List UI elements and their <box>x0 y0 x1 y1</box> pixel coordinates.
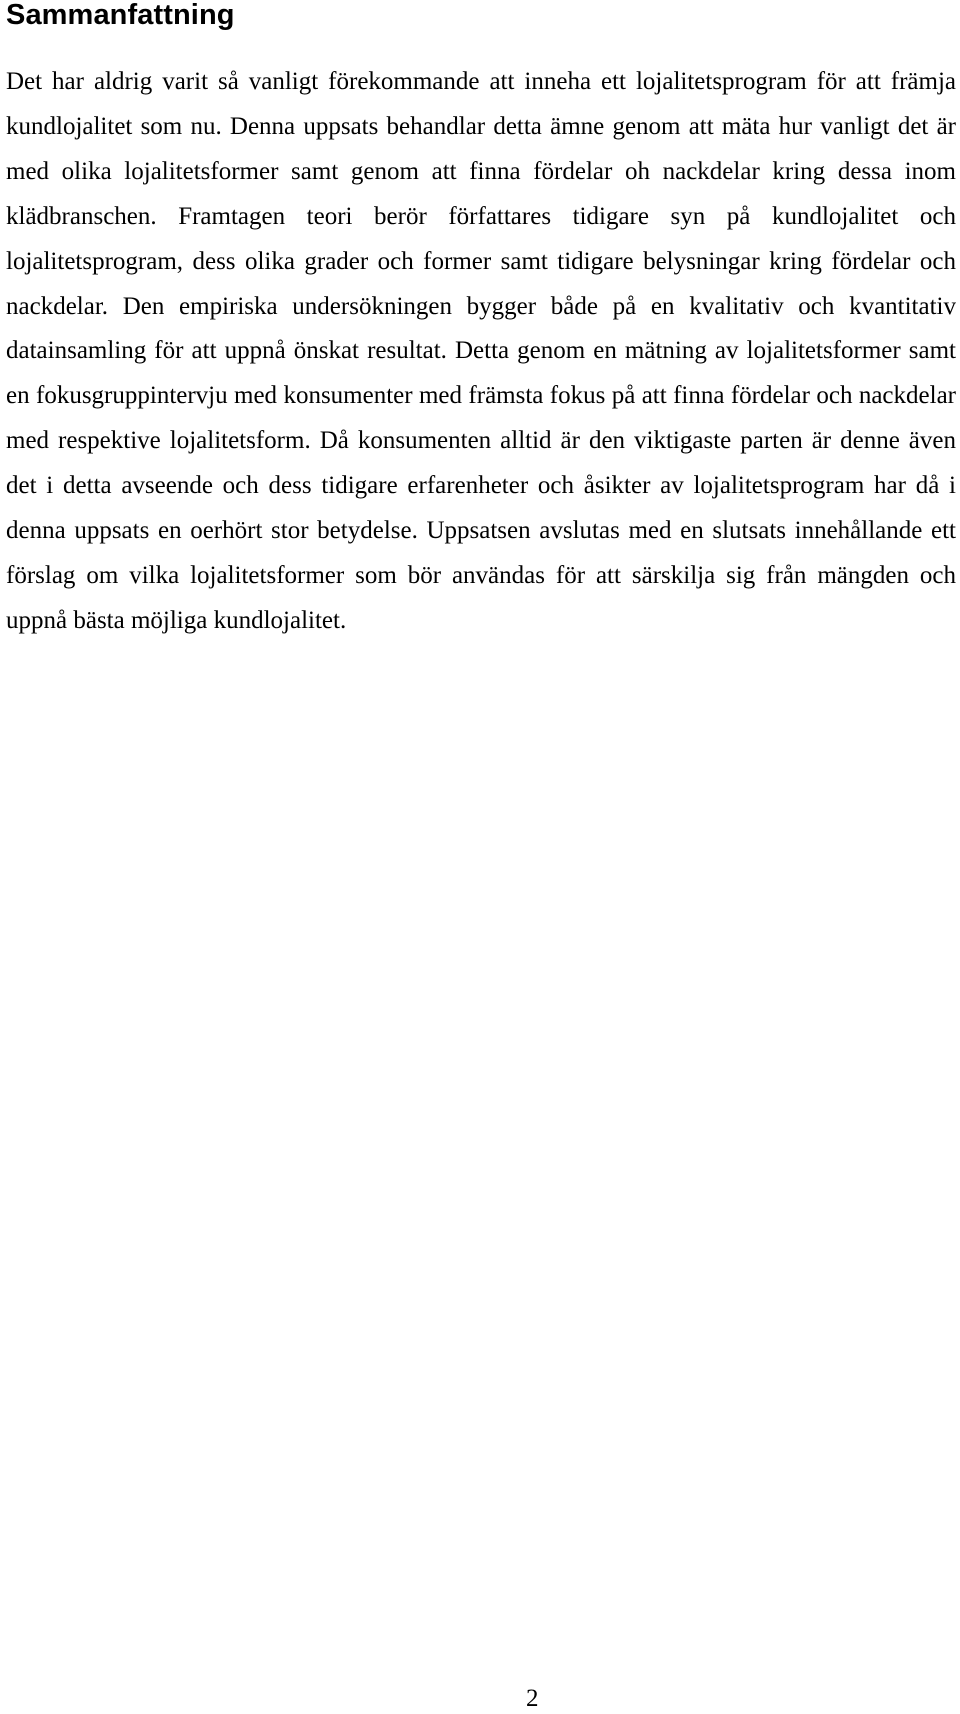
page-number: 2 <box>526 1685 539 1712</box>
abstract-paragraph: Det har aldrig varit så vanligt förekommande att inneha ett lojalitetsprogram för att främja kundlojalitet som nu. Denna uppsats behandlar detta ämne genom att mäta hur vanligt det är med olika lojalitetsformer samt genom att finna fördelar oh nackdelar kring dessa inom klädbranschen. Framtagen teori berör författares tidigare syn på kundlojalitet och lojalitetsprogram, dess olika grader och former samt tidigare belysningar kring fördelar och nackdelar. Den empiriska undersökningen bygger både på en kvalitativ och kvantitativ datainsamling för att uppnå önskat resultat. Detta genom en mätning av lojalitetsformer samt en fokusgruppintervju med konsumenter med främsta fokus på att finna fördelar och nackdelar med respektive lojalitetsform. Då konsumenten alltid är den viktigaste parten är denne även det i detta avseende och dess tidigare erfarenheter och åsikter av lojalitetsprogram har då i denna uppsats en oerhört stor betydelse. Uppsatsen avslutas med en slutsats innehållande ett förslag om vilka lojalitetsformer som bör användas för att särskilja sig från mängden och uppnå bästa möjliga kundlojalitet. <box>6 68 956 634</box>
section-heading: Sammanfattning <box>6 0 235 31</box>
document-page <box>6 0 956 644</box>
